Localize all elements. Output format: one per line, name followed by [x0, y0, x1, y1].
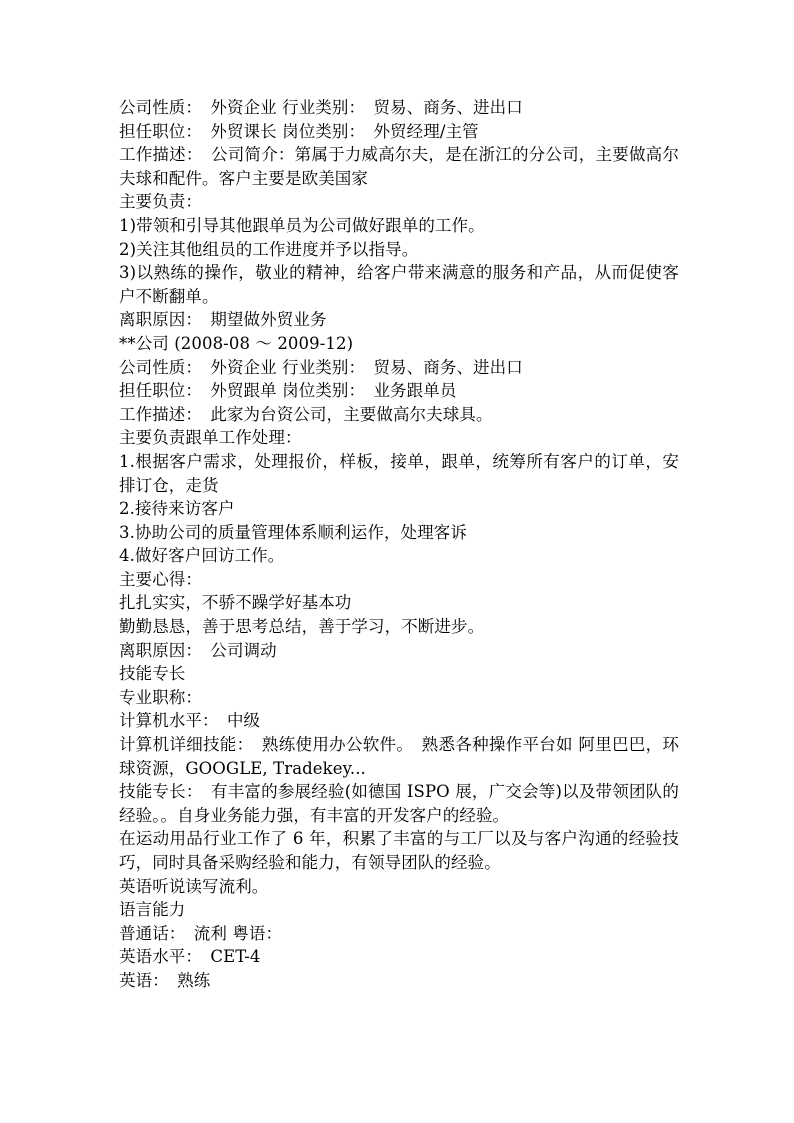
- experience-heading: 主要心得：: [119, 569, 202, 589]
- resume-page: [119, 96, 679, 993]
- skill-specialty-line: 技能专长： 有丰富的参展经验(如德国 ISPO 展，广交会等)以及带领团队的经验。。自身业务能力强，有丰富的开发客户的经验。: [119, 782, 679, 825]
- experience-item: 勤勤恳恳，善于思考总结，善于学习，不断进步。: [119, 617, 485, 637]
- duty-item: 4.做好客户回访工作。: [119, 546, 285, 566]
- english-fluency-line: 英语听说读写流利。: [119, 876, 269, 896]
- duty-item: 2.接待来访客户: [119, 499, 235, 519]
- mandarin-line: 普通话： 流利 粤语：: [119, 923, 283, 943]
- duty-item: 3)以熟练的操作，敬业的精神，给客户带来满意的服务和产品，从而促使客户不断翻单。: [119, 263, 679, 306]
- industry-experience-line: 在运动用品行业工作了 6 年，积累了丰富的与工厂以及与客户沟通的经验技巧，同时具备采购经验和能力，有领导团队的经验。: [119, 829, 679, 872]
- experience-item: 扎扎实实，不骄不躁学好基本功: [119, 593, 352, 613]
- computer-level-line: 计算机水平： 中级: [119, 711, 261, 731]
- company-period-line: **公司 (2008-08 ～ 2009-12): [119, 333, 354, 353]
- duty-item: 3.协助公司的质量管理体系顺利运作，处理客诉: [119, 522, 467, 542]
- language-section-heading: 语言能力: [119, 900, 186, 920]
- main-duties-heading: 主要负责：: [119, 192, 202, 212]
- main-duties-heading: 主要负责跟单工作处理：: [119, 428, 302, 448]
- job-description-line: 工作描述： 此家为台资公司，主要做高尔夫球具。: [119, 404, 493, 424]
- skills-section-heading: 技能专长: [119, 664, 186, 684]
- leaving-reason-line: 离职原因： 期望做外贸业务: [119, 310, 327, 330]
- company-nature-line: 公司性质： 外资企业 行业类别： 贸易、商务、进出口: [119, 357, 523, 377]
- job-description-line: 工作描述： 公司简介：第属于力威高尔夫，是在浙江的分公司，主要做高尔夫球和配件。客户主要是欧美国家: [119, 145, 679, 188]
- english-line: 英语： 熟练: [119, 970, 211, 990]
- duty-item: 1)带领和引导其他跟单员为公司做好跟单的工作。: [119, 215, 485, 235]
- company-nature-line: 公司性质： 外资企业 行业类别： 贸易、商务、进出口: [119, 98, 523, 117]
- position-line: 担任职位： 外贸课长 岗位类别： 外贸经理/主管: [119, 121, 479, 141]
- english-level-line: 英语水平： CET-4: [119, 947, 261, 967]
- position-line: 担任职位： 外贸跟单 岗位类别： 业务跟单员: [119, 381, 457, 401]
- professional-title-line: 专业职称：: [119, 687, 202, 707]
- computer-skills-line: 计算机详细技能： 熟练使用办公软件。 熟悉各种操作平台如 阿里巴巴，环球资源，GOOGLE, Tradekey...: [119, 735, 679, 778]
- duty-item: 1.根据客户需求，处理报价，样板，接单，跟单，统筹所有客户的订单，安排订仓，走货: [119, 451, 679, 495]
- duty-item: 2)关注其他组员的工作进度并予以指导。: [119, 239, 419, 259]
- leaving-reason-line: 离职原因： 公司调动: [119, 640, 277, 660]
